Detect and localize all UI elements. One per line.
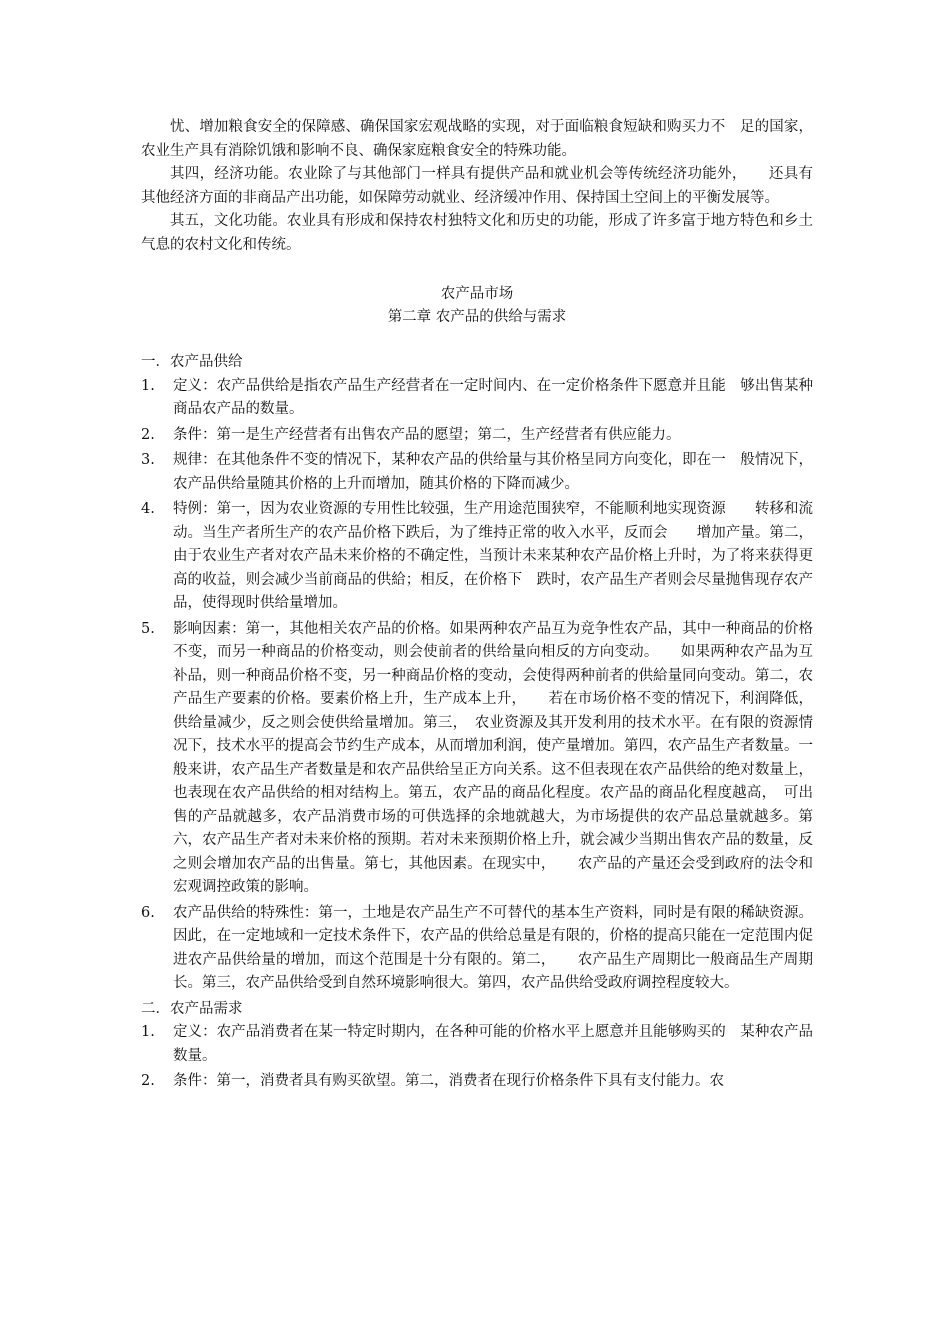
section-heading: 一．农产品供给	[141, 354, 243, 370]
item-text: 定义：农产品消费者在某一特定时期内，在各种可能的价格水平上愿意并且能够购买的 某种农产品数量。	[173, 1024, 813, 1064]
item-text: 特例：第一，因为农业资源的专用性比较强，生产用途范围狭窄，不能顺利地实现资源 转移和流动。当生产者所生产的农产品价格下跌后，为了维持正常的收入水平，反而会 增加产量。第二，由于农业生产者对农产品未来价格的不确定性，当预计未来某种农产品价格上升时，为了将来获得更高的收益，则会减少当前商品的供給；相反，在价格下 跌时，农产品生产者则会尽量抛售现存农产品，使得现时供给量增加。	[173, 501, 813, 611]
item-number: 2.	[141, 426, 155, 443]
supply-list	[141, 375, 813, 996]
list-item	[141, 449, 813, 496]
list-item	[141, 375, 813, 422]
item-text: 条件：第一，消费者具有购买欲望。第二，消费者在现行价格条件下具有支付能力。农	[173, 1073, 724, 1089]
item-number: 1.	[141, 377, 155, 394]
item-number: 4.	[141, 501, 155, 517]
list-item	[141, 424, 813, 448]
intro-paragraph: 忧、增加粮食安全的保障感、确保国家宏观战略的实现，对于面临粮食短缺和购买力不 足的国家，农业生产具有消除饥饿和影响不良、确保家庭粮食安全的特殊功能。	[141, 119, 813, 159]
section-heading: 二．农产品需求	[141, 1000, 243, 1017]
document-title: 农产品市场	[440, 286, 514, 302]
item-number: 6.	[141, 904, 155, 921]
item-number: 3.	[141, 452, 155, 468]
item-text: 影响因素：第一，其他相关农产品的价格。如果两种农产品互为竞争性农产品，其中一种商品的价格不变，而另一种商品的价格变动，则会使前者的供给量向相反的方向变动。 如果两种农产品为互补品，则一种商品价格不变，另一种商品价格的变动，会使得两种前者的供給量同向变动。第二，农产品生产要素的价格。要素价格上升，生产成本上升， 若在市场价格不变的情况下，利润降低，供给量减少，反之则会使供给量增加。第三， 农业资源及其开发利用的技术水平。在有限的资源情况下，技术水平的提高会节约生产成本，从而增加利润，使产量增加。第四，农产品生产者数量。一般来讲，农产品生产者数量是和农产品供给呈正方向关系。这不但表现在农产品供给的绝对数量上，也表现在农产品供给的相对结构上。第五，农产品的商品化程度。农产品的商品化程度越高， 可出售的产品就越多，农产品消费市场的可供选择的余地就越大，为市场提供的农产品总量就越多。第六，农产品生产者对未来价格的预期。若对未来预期价格上升，就会减少当期出售农产品的数量，反之则会增加农产品的出售量。第七，其他因素。在现实中， 农产品的产量还会受到政府的法令和宏观调控政策的影响。	[173, 620, 813, 895]
list-item	[141, 1021, 813, 1068]
list-item	[141, 902, 813, 996]
title-block	[141, 283, 813, 329]
item-text: 定义：农产品供给是指农产品生产经营者在一定时间内、在一定价格条件下愿意并且能 够出售某种商品农产品的数量。	[173, 377, 813, 417]
item-number: 1.	[141, 1024, 155, 1040]
document-body	[141, 116, 813, 1096]
list-item	[141, 1070, 813, 1094]
item-text: 农产品供给的特殊性：第一，土地是农产品生产不可替代的基本生产资料，同时是有限的稀缺资源。因此，在一定地域和一定技术条件下，农产品的供给总量是有限的，价格的提高只能在一定范围内促进农产品供给量的增加，而这个范围是十分有限的。第二， 农产品生产周期比一般商品生产周期长。第三，农产品供给受到自然环境影响很大。第四，农产品供给受政府调控程度较大。	[173, 904, 813, 991]
item-number: 5.	[141, 620, 155, 637]
chapter-title: 第二章 农产品的供给与需求	[387, 309, 567, 325]
item-number: 2.	[141, 1073, 155, 1089]
item-text: 条件：第一是生产经营者有出售农产品的愿望；第二，生产经营者有供应能力。	[173, 426, 681, 443]
section-supply	[141, 351, 813, 996]
list-item	[141, 498, 813, 616]
list-item	[141, 618, 813, 900]
intro-paragraph: 其五，文化功能。农业具有形成和保持农村独特文化和历史的功能，形成了许多富于地方特色和乡土气息的农村文化和传统。	[141, 213, 813, 253]
intro-paragraph: 其四，经济功能。农业除了与其他部门一样具有提供产品和就业机会等传统经济功能外， 还具有其他经济方面的非商品产出功能，如保障劳动就业、经济缓冲作用、保持国土空间上的平衡发展等。	[141, 166, 813, 206]
item-text: 规律：在其他条件不变的情况下，某种农产品的供给量与其价格呈同方向变化，即在一 般情况下，农产品供给量随其价格的上升而增加，随其价格的下降而减少。	[173, 452, 813, 492]
section-demand	[141, 998, 813, 1094]
demand-list	[141, 1021, 813, 1094]
